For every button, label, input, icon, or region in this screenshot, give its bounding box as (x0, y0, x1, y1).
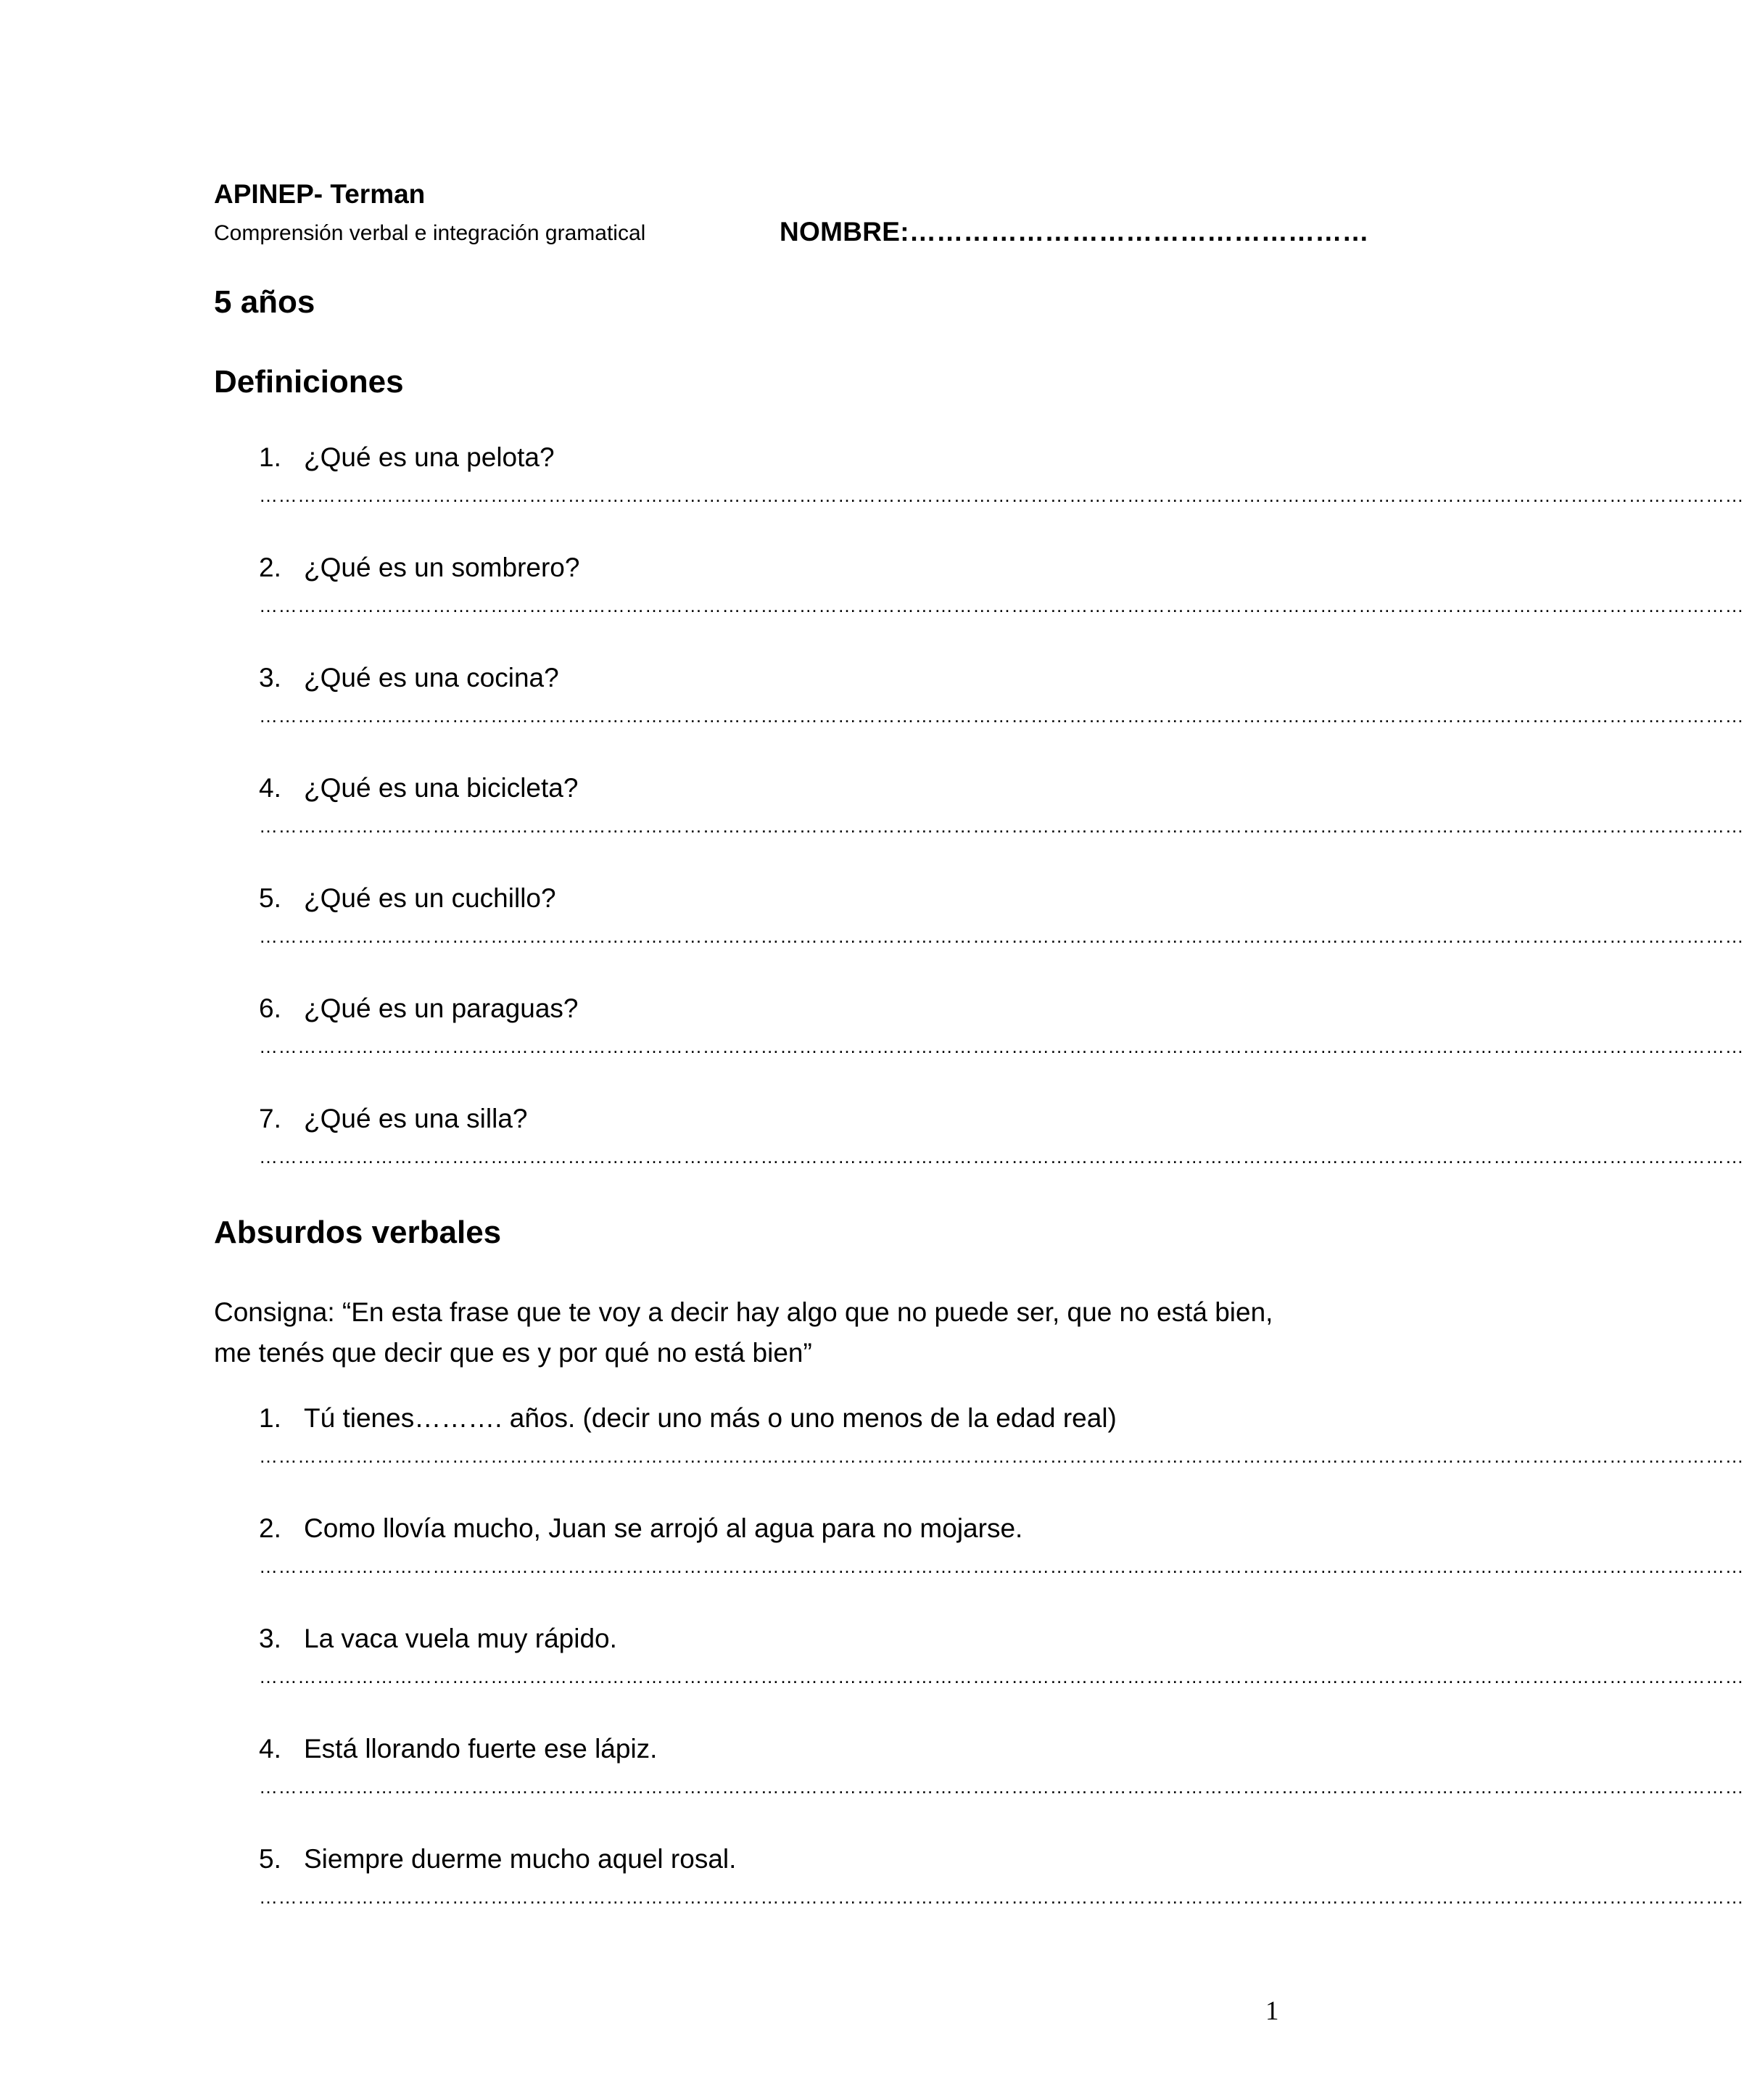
instructions-text: Consigna: “En esta frase que te voy a decir hay algo que no puede ser, que no está bien, me tenés que decir que es y por qué no está bien” (214, 1297, 1273, 1368)
answer-line: …………………………………………………………………………………………………………………………………………………………………………………………………………… (259, 1445, 1744, 1467)
answer-line: …………………………………………………………………………………………………………………………………………………………………………………………………………… (259, 1776, 1744, 1798)
question-text: ¿Qué es una pelota? (304, 442, 555, 472)
question-item (259, 442, 555, 473)
sentence-item (259, 1734, 657, 1764)
answer-line: …………………………………………………………………………………………………………………………………………………………………………………………………………… (259, 1886, 1744, 1908)
document-title: APINEP- Terman (214, 179, 426, 209)
sentence-number: 2. (259, 1513, 281, 1543)
sentence-item (259, 1844, 736, 1874)
question-number: 1. (259, 442, 281, 472)
question-number: 6. (259, 993, 281, 1023)
question-text: ¿Qué es un paraguas? (304, 993, 579, 1023)
question-number: 2. (259, 553, 281, 582)
question-text: ¿Qué es un cuchillo? (304, 883, 556, 913)
answer-line: …………………………………………………………………………………………………………………………………………………………………………………………………………… (259, 595, 1744, 616)
answer-line: …………………………………………………………………………………………………………………………………………………………………………………………………………… (259, 484, 1744, 506)
question-item (259, 993, 578, 1024)
sentence-number: 4. (259, 1734, 281, 1764)
question-item (259, 773, 578, 803)
question-item (259, 553, 579, 583)
sentence-text: Tú tienes………. años. (decir uno más o uno menos de la edad real) (304, 1403, 1117, 1433)
question-item (259, 1104, 528, 1134)
answer-line: …………………………………………………………………………………………………………………………………………………………………………………………………………… (259, 1035, 1744, 1057)
answer-line: …………………………………………………………………………………………………………………………………………………………………………………………………………… (259, 1146, 1744, 1167)
question-text: ¿Qué es una cocina? (304, 663, 559, 693)
question-text: ¿Qué es una bicicleta? (304, 773, 579, 803)
sentence-item (259, 1403, 1117, 1434)
question-number: 3. (259, 663, 281, 693)
question-text: ¿Qué es una silla? (304, 1104, 528, 1133)
sentence-number: 5. (259, 1844, 281, 1874)
name-field-label: NOMBRE:…………………………………………… (780, 217, 1369, 247)
answer-line: …………………………………………………………………………………………………………………………………………………………………………………………………………… (259, 705, 1744, 727)
age-heading: 5 años (214, 284, 315, 320)
sentence-item (259, 1624, 617, 1654)
section-title-definiciones: Definiciones (214, 364, 404, 400)
sentence-item (259, 1513, 1022, 1544)
page-number: 1 (1265, 1996, 1279, 2026)
document-subtitle: Comprensión verbal e integración gramatical (214, 221, 646, 245)
question-item (259, 883, 556, 914)
sentence-number: 3. (259, 1624, 281, 1653)
answer-line: …………………………………………………………………………………………………………………………………………………………………………………………………………… (259, 1666, 1744, 1687)
answer-line: …………………………………………………………………………………………………………………………………………………………………………………………………………… (259, 815, 1744, 837)
answer-line: …………………………………………………………………………………………………………………………………………………………………………………………………………… (259, 1555, 1744, 1577)
question-number: 7. (259, 1104, 281, 1133)
section-title-absurdos: Absurdos verbales (214, 1215, 502, 1250)
question-text: ¿Qué es un sombrero? (304, 553, 580, 582)
sentence-text: Como llovía mucho, Juan se arrojó al agua para no mojarse. (304, 1513, 1023, 1543)
question-number: 5. (259, 883, 281, 913)
sentence-text: Siempre duerme mucho aquel rosal. (304, 1844, 737, 1874)
sentence-number: 1. (259, 1403, 281, 1433)
sentence-text: Está llorando fuerte ese lápiz. (304, 1734, 658, 1764)
question-item (259, 663, 559, 693)
question-number: 4. (259, 773, 281, 803)
answer-line: …………………………………………………………………………………………………………………………………………………………………………………………………………… (259, 925, 1744, 947)
sentence-text: La vaca vuela muy rápido. (304, 1624, 617, 1653)
